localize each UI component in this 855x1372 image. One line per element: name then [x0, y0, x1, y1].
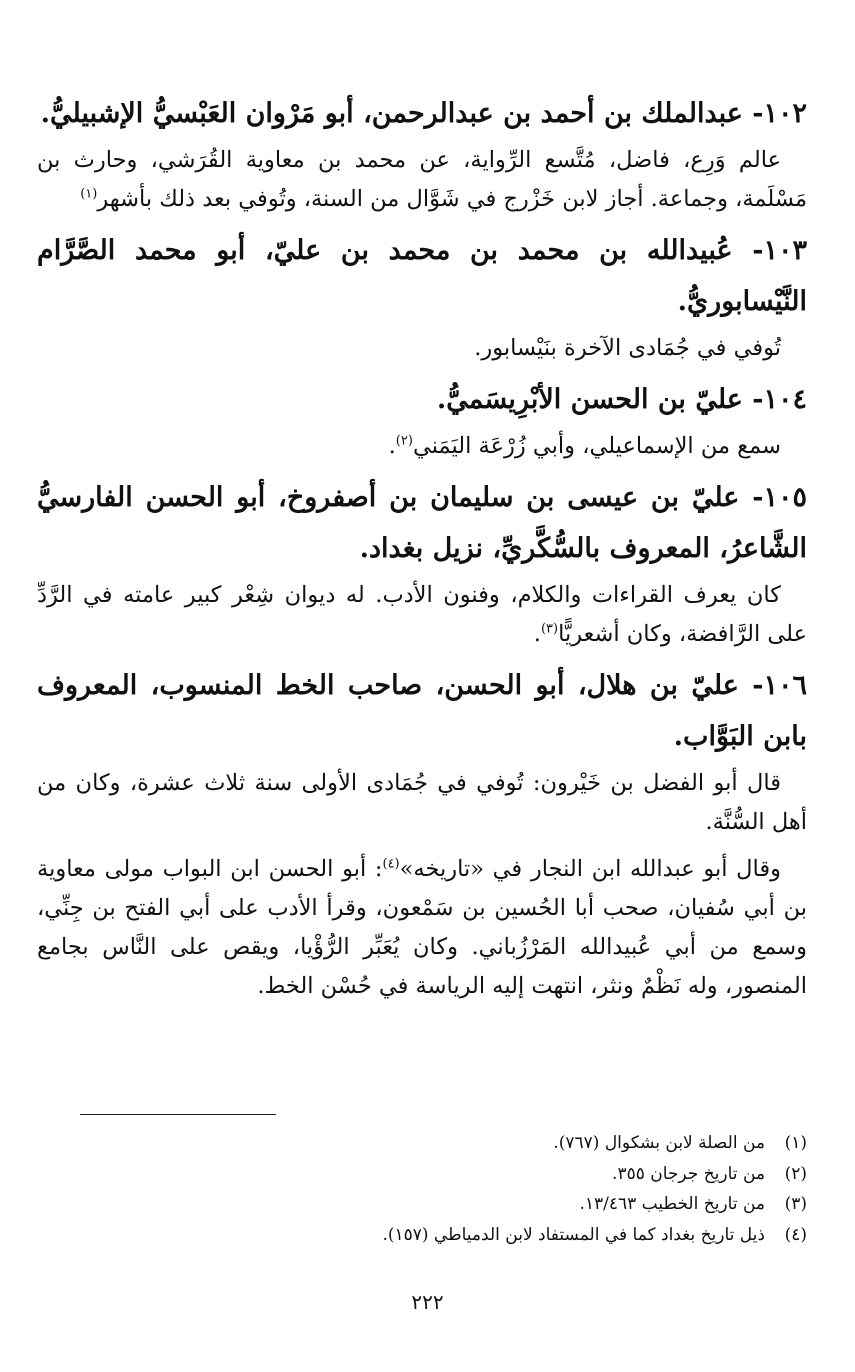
entry-paragraph: [37, 427, 807, 466]
paragraph-end: : أبو الحسن ابن البواب مولى معاوية بن أبي سُفيان، صحب أبا الحُسين بن سَمْعون، وقرأ الأدب على أبي الفتح بن جِنِّي، وسمع من أبي عُبيدالله المَرْزُباني. وكان يُعَبِّر الرُّؤْيا، ويقص على النَّاس بجامع المنصور، وله نَظْمٌ ونثر، انتهت إليه الرياسة في حُسْن الخط.: [37, 856, 807, 999]
paragraph-end: .: [533, 621, 541, 647]
entry-103: [37, 225, 807, 368]
entry-paragraph: [37, 329, 807, 368]
entry-heading: ١٠٦- عليّ بن هلال، أبو الحسن، صاحب الخط المنسوب، المعروف بابن البَوَّاب.: [37, 670, 807, 752]
footnote-text: ذيل تاريخ بغداد كما في المستفاد لابن الدمياطي (١٥٧).: [382, 1224, 765, 1245]
footnote-number: (١): [784, 1133, 807, 1153]
page-number: ٢٢٢: [411, 1290, 444, 1314]
paragraph-text: وقال أبو عبدالله ابن النجار في «تاريخه»: [399, 856, 781, 882]
entry-paragraph: [37, 576, 807, 654]
entry-heading: ١٠٥- عليّ بن عيسى بن سليمان بن أصفروخ، أبو الحسن الفارسيُّ الشَّاعرُ، المعروف بالسُّكَّريِّ، نزيل بغداد.: [37, 482, 807, 564]
entry-paragraph: [37, 141, 807, 219]
footnote-ref: (٤): [382, 856, 400, 872]
footnote-number: (٤): [784, 1224, 807, 1245]
entry-paragraph: [37, 764, 807, 842]
entry-paragraph: [37, 850, 807, 1006]
footnote-text: من الصلة لابن بشكوال (٧٦٧).: [553, 1133, 765, 1153]
footnote-text: من تاريخ الخطيب ١٣/٤٦٣.: [579, 1194, 765, 1214]
footnote-ref: (٣): [540, 621, 559, 637]
footnote: [37, 1159, 807, 1190]
paragraph-end: .: [388, 433, 396, 459]
main-text: [37, 88, 807, 1012]
paragraph-text: سمع من الإسماعيلي، وأبي زُرْعَة اليَمَني: [412, 433, 781, 459]
footnote-number: (٢): [784, 1163, 807, 1184]
entry-heading: ١٠٤- عليّ بن الحسن الأبْرِيسَميُّ.: [436, 384, 807, 415]
footnote: [37, 1220, 807, 1251]
entry-105: [37, 472, 807, 654]
footnotes: [37, 1128, 807, 1250]
paragraph-text: عالم وَرِع، فاضل، مُتَّسع الرِّواية، عن محمد بن معاوية القُرَشي، وحارث بن مَسْلَمة، وجماعة. أجاز لابن خَزْرج في شَوَّال من السنة، وتُوفي بعد ذلك بأشهر: [37, 147, 807, 212]
entry-102: [37, 88, 807, 219]
paragraph-text: تُوفي في جُمَادى الآخرة بنَيْسابور.: [474, 335, 781, 361]
paragraph-text: كان يعرف القراءات والكلام، وفنون الأدب. له ديوان شِعْر كبير عامته في الرَّدِّ على الرَّافضة، وكان أشعريًّا: [37, 582, 807, 647]
footnote-divider: [80, 1114, 276, 1115]
entry-106: [37, 660, 807, 1006]
entry-heading: ١٠٣- عُبيدالله بن محمد بن محمد بن عليّ، أبو محمد الصَّرَّام النَّيْسابوريُّ.: [37, 235, 807, 317]
entry-heading: ١٠٢- عبدالملك بن أحمد بن عبدالرحمن، أبو مَرْوان العَبْسيُّ الإشبيليُّ.: [40, 98, 807, 129]
footnote-ref: (٢): [395, 433, 413, 449]
footnote: [37, 1189, 807, 1220]
footnote-number: (٣): [784, 1194, 807, 1214]
footnote: [37, 1128, 807, 1159]
paragraph-text: قال أبو الفضل بن خَيْرون: تُوفي في جُمَادى الأولى سنة ثلاث عشرة، وكان من أهل السُّنَّة.: [37, 770, 807, 835]
footnote-ref: (١): [80, 186, 98, 202]
entry-104: [37, 374, 807, 466]
footnote-text: من تاريخ جرجان ٣٥٥.: [612, 1163, 765, 1184]
